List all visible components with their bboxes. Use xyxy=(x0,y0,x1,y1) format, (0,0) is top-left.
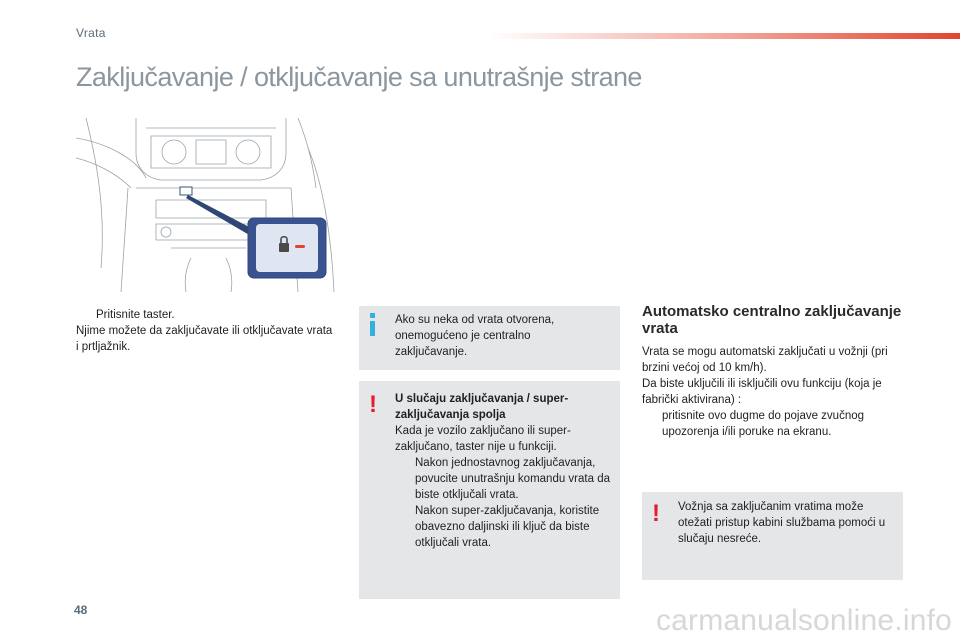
lock-led-icon xyxy=(295,245,305,248)
page-number: 48 xyxy=(74,603,88,617)
list-item xyxy=(76,307,338,323)
warning-text: Kada je vozilo zaključano ili super-zaključano, taster nije u funkciji. xyxy=(395,425,571,453)
warning-heading: U slučaju zaključavanja / super-zaključavanja spolja xyxy=(395,393,569,421)
warning-bullet-text: Nakon super-zaključavanja, koristite obavezno daljinski ili ključ da biste otključali vrata. xyxy=(415,505,600,549)
watermark: carmanualsonline.info xyxy=(655,604,952,637)
auto-lock-text: Vrata se mogu automatski zaključati u vožnji (pri brzini većoj od 10 km/h). xyxy=(642,346,888,374)
bullet-icon xyxy=(395,503,415,551)
intro-bullet-text: Pritisnite taster. xyxy=(96,309,175,321)
auto-lock-bullet-text: pritisnite ovo dugme do pojave zvučnog upozorenja i/ili poruke na ekranu. xyxy=(662,410,865,438)
auto-lock-heading: Automatsko centralno zaključavanje vrata xyxy=(642,303,902,337)
note-box-text: Vožnja sa zaključanim vratima može otežati pristup kabini službama pomoći u slučaju nesreće. xyxy=(678,501,886,545)
warning-box xyxy=(359,381,620,599)
info-box-text: Ako su neka od vrata otvorena, onemogućeno je centralno zaključavanje. xyxy=(395,314,555,358)
info-box xyxy=(359,306,620,370)
warning-icon: ! xyxy=(369,391,377,418)
list-item xyxy=(395,455,613,503)
list-item xyxy=(395,503,613,551)
warning-bullet-text: Nakon jednostavnog zaključavanja, povucite unutrašnju komandu vrata da biste otključali vrata. xyxy=(415,457,610,501)
header-accent-bar xyxy=(490,33,960,39)
bullet-icon xyxy=(395,455,415,503)
dashboard-illustration xyxy=(76,118,336,292)
section-label: Vrata xyxy=(76,26,106,40)
intro-section xyxy=(76,307,338,355)
list-item xyxy=(642,408,912,440)
auto-lock-body xyxy=(642,344,912,440)
page-title: Zaključavanje / otključavanje sa unutrašnje strane xyxy=(76,62,642,92)
bullet-icon xyxy=(76,307,96,323)
bullet-icon xyxy=(642,408,662,440)
note-box xyxy=(642,492,903,580)
auto-lock-text: Da biste uključili ili isključili ovu funkciju (koja je fabrički aktivirana) : xyxy=(642,378,882,406)
intro-text: Njime možete da zaključavate ili otključavate vrata i prtljažnik. xyxy=(76,325,333,353)
warning-icon: ! xyxy=(652,500,660,527)
info-icon xyxy=(368,313,380,339)
